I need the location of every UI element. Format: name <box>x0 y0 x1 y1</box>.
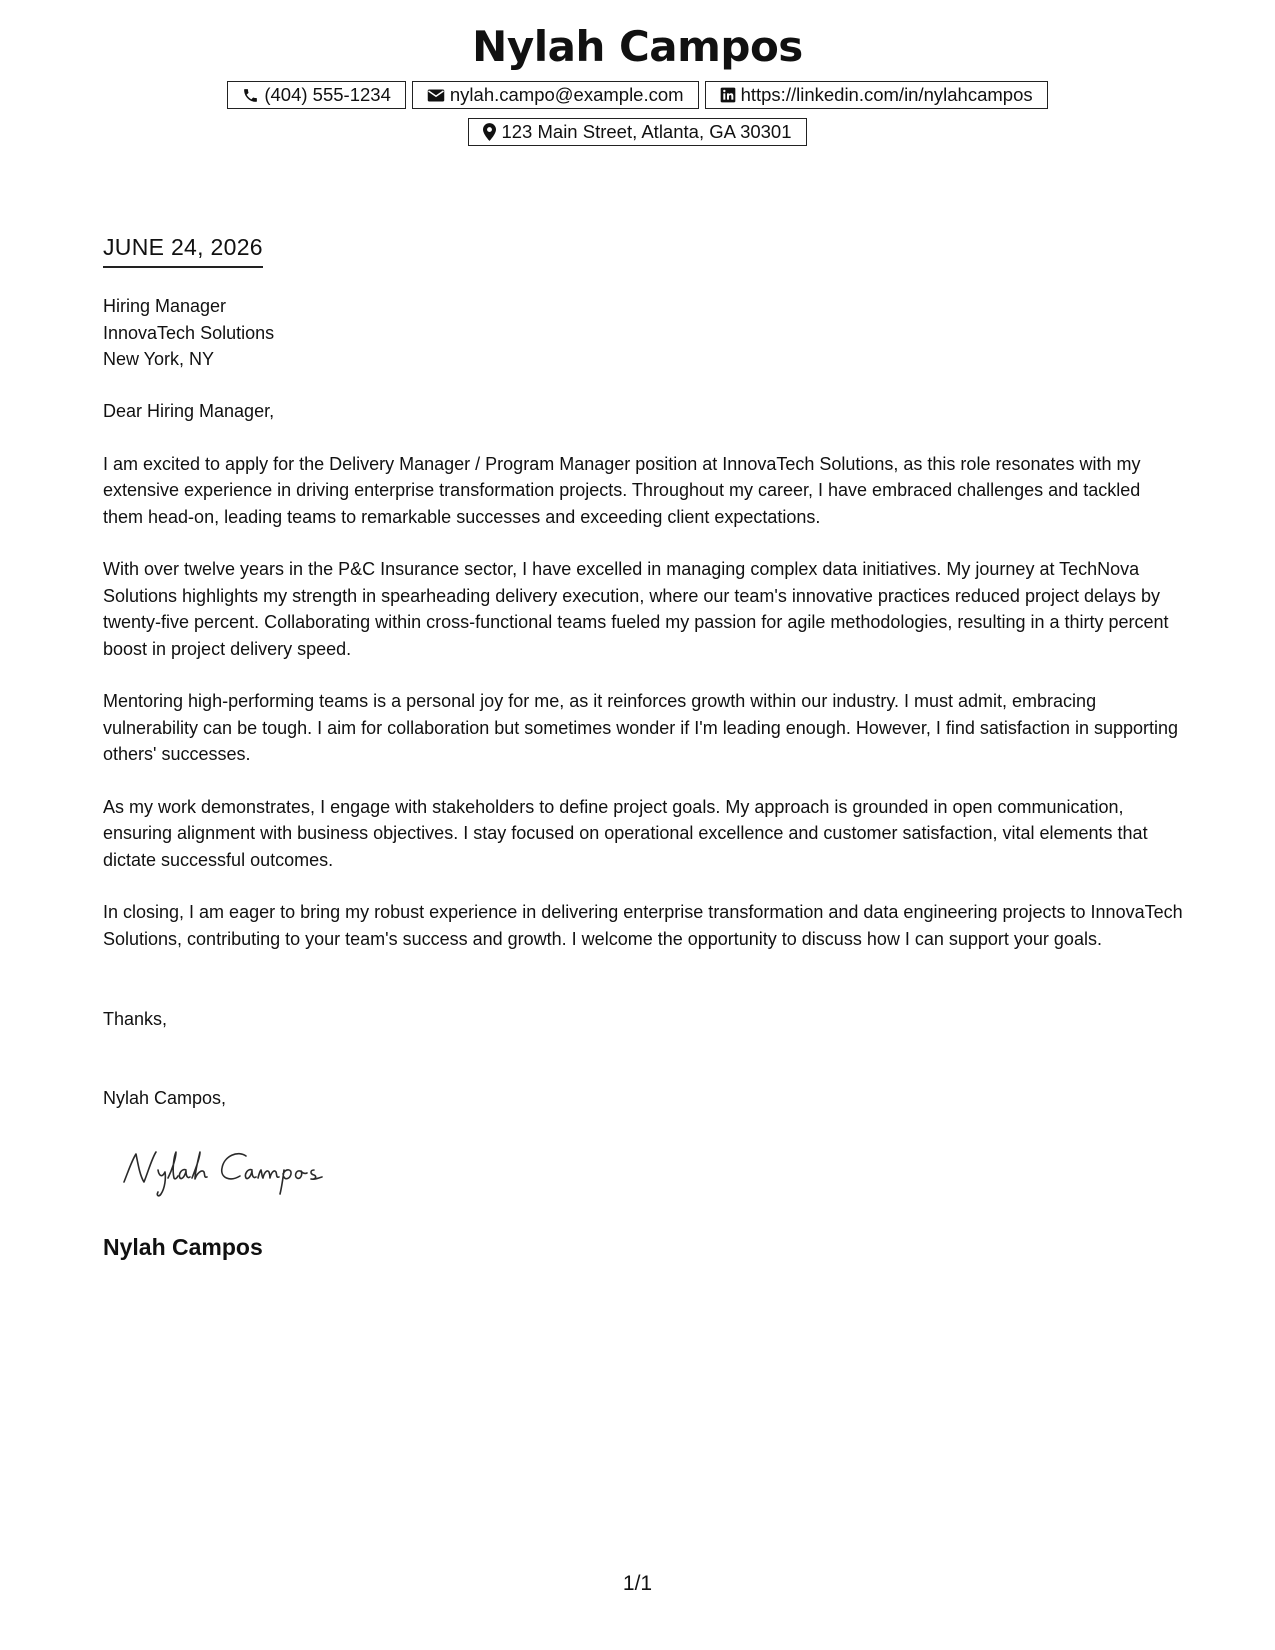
email-chip[interactable] <box>412 81 699 109</box>
body-paragraph-3: Mentoring high-performing teams is a personal joy for me, as it reinforces growth within our industry. I must admit, embracing vulnerability can be tough. I aim for collaboration but sometimes wonder if I'm leading enough. However, I find satisfaction in supporting others' successes. <box>103 691 1179 764</box>
body-paragraph-4: As my work demonstrates, I engage with stakeholders to define project goals. My approach is grounded in open communication, ensuring alignment with business objectives. I stay focused on operational excellence and customer satisfaction, vital elements that dictate successful outcomes. <box>103 796 1148 870</box>
address-chip <box>468 118 806 146</box>
envelope-icon <box>427 88 445 103</box>
recipient-location: New York, NY <box>103 349 215 369</box>
email-text[interactable]: nylah.campo@example.com <box>449 84 684 105</box>
address-text: 123 Main Street, Atlanta, GA 30301 <box>501 121 792 142</box>
page-number: 1/1 <box>622 1572 653 1595</box>
phone-chip <box>227 81 406 109</box>
linkedin-chip[interactable] <box>705 81 1048 109</box>
linkedin-text[interactable]: https://linkedin.com/in/nylahcampos <box>740 84 1033 105</box>
body-paragraph-5: In closing, I am eager to bring my robust experience in delivering enterprise transformation and data engineering projects to InnovaTech Solutions, contributing to your team's success and growth. I welcome the opportunity to discuss how I can support your goals. <box>103 902 1183 949</box>
letter-body <box>103 398 1183 978</box>
handwritten-signature <box>118 1142 358 1202</box>
applicant-name: Nylah Campos <box>472 22 803 71</box>
linkedin-icon <box>720 87 736 103</box>
contact-row-secondary <box>0 118 1275 146</box>
recipient-title: Hiring Manager <box>103 296 227 316</box>
phone-icon <box>242 87 259 104</box>
letter-date: JUNE 24, 2026 <box>103 234 263 268</box>
contact-row-primary <box>0 81 1275 109</box>
signoff: Nylah Campos, <box>103 1088 227 1108</box>
body-paragraph-1: I am excited to apply for the Delivery Manager / Program Manager position at InnovaTech Solutions, as this role resonates with my extensive experience in driving enterprise transformation projects. Throughout my career, I have embraced challenges and tackled them head-on, leading teams to remarkable successes and exceeding client expectations. <box>103 453 1141 527</box>
signed-name: Nylah Campos <box>103 1234 263 1260</box>
salutation: Dear Hiring Manager, <box>103 401 275 421</box>
recipient-block <box>103 293 274 373</box>
map-marker-icon <box>483 123 496 141</box>
phone-text: (404) 555-1234 <box>264 84 391 105</box>
closing: Thanks, <box>103 1009 168 1029</box>
body-paragraph-2: With over twelve years in the P&C Insurance sector, I have excelled in managing complex data initiatives. My journey at TechNova Solutions highlights my strength in spearheading delivery execution, where our team's innovative practices reduced project delays by twenty-five percent. Collaborating within cross-functional teams fueled my passion for agile methodologies, resulting in a thirty percent boost in project delivery speed. <box>103 559 1169 659</box>
recipient-company: InnovaTech Solutions <box>103 322 275 343</box>
